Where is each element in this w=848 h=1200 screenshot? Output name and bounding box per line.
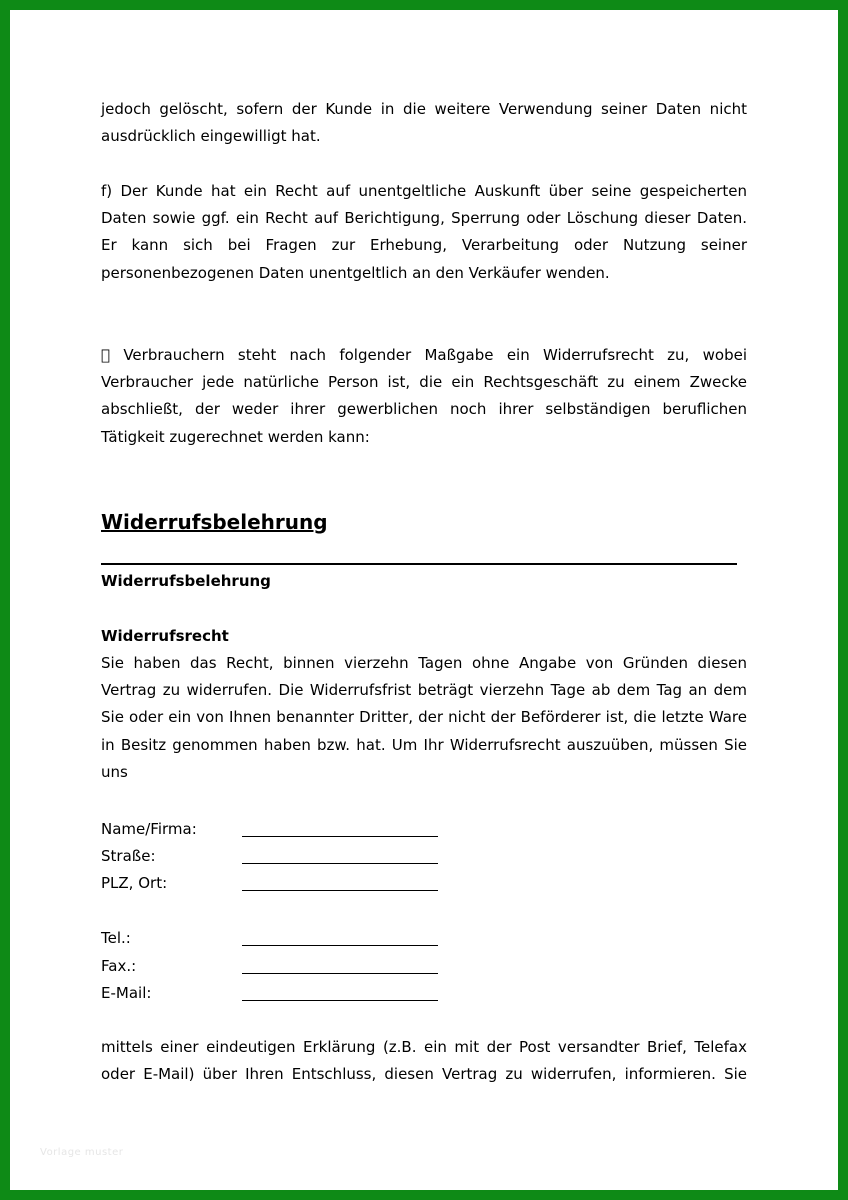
paragraph-withdrawal-right: Sie haben das Recht, binnen vierzehn Tagen ohne Angabe von Gründen diesen Vertrag zu widerrufen. Die Widerrufsfrist beträgt vierzehn Tage ab dem Tag an dem Sie oder ein von Ihnen benannter Dritter, der nicht der Beförderer ist, die letzte Ware in Besitz genommen haben bzw. hat. Um Ihr Widerrufsrecht auszuüben, müssen Sie uns xyxy=(101,654,747,781)
street-field-line[interactable] xyxy=(242,863,438,864)
fax-field-line[interactable] xyxy=(242,973,438,974)
tel-field-line[interactable] xyxy=(242,945,438,946)
paragraph-information-right: f) Der Kunde hat ein Recht auf unentgeltliche Auskunft über seine gespeicherten Daten sowie ggf. ein Recht auf Berichtigung, Sperrung oder Löschung dieser Daten. Er kann sich bei Fragen zur Erhebung, Verarbeitung oder Nutzung seiner personenbezogenen Daten unentgeltlich an den Verkäufer wenden. xyxy=(101,182,747,282)
form-row-tel xyxy=(101,925,501,952)
paragraph-consumer-definition: Verbrauchern steht nach folgender Maßgabe ein Widerrufsrecht zu, wobei Verbraucher jede natürliche Person ist, die ein Rechtsgeschäft zu einem Zwecke abschließt, der weder ihrer gewerblichen noch ihrer selbständigen beruflichen Tätigkeit zugerechnet werden kann: xyxy=(101,346,747,446)
name-label: Name/Firma: xyxy=(101,820,197,838)
email-field-line[interactable] xyxy=(242,1000,438,1001)
tel-label: Tel.: xyxy=(101,929,131,947)
horizontal-divider xyxy=(101,563,737,565)
form-row-street xyxy=(101,843,501,870)
fax-label: Fax.: xyxy=(101,957,137,975)
form-row-name xyxy=(101,816,501,843)
city-field-line[interactable] xyxy=(242,890,438,891)
watermark: Vorlage muster xyxy=(40,1147,124,1158)
paragraph-data-deletion: jedoch gelöscht, sofern der Kunde in die weitere Verwendung seiner Daten nicht ausdrücklich eingewilligt hat. xyxy=(101,100,747,146)
form-row-email xyxy=(101,980,501,1007)
street-label: Straße: xyxy=(101,847,156,865)
form-row-city xyxy=(101,870,501,897)
subheading-instruction: Widerrufsbelehrung xyxy=(101,572,271,590)
paragraph-declaration: mittels einer eindeutigen Erklärung (z.B. ein mit der Post versandter Brief, Telefax oder E-Mail) über Ihren Entschluss, diesen Vertrag zu widerrufen, informieren. Sie xyxy=(101,1038,747,1084)
main-heading: Widerrufsbelehrung xyxy=(101,510,328,534)
name-field-line[interactable] xyxy=(242,836,438,837)
form-row-fax xyxy=(101,953,501,980)
subheading-withdrawal-right: Widerrufsrecht xyxy=(101,627,229,645)
email-label: E-Mail: xyxy=(101,984,152,1002)
city-label: PLZ, Ort: xyxy=(101,874,168,892)
